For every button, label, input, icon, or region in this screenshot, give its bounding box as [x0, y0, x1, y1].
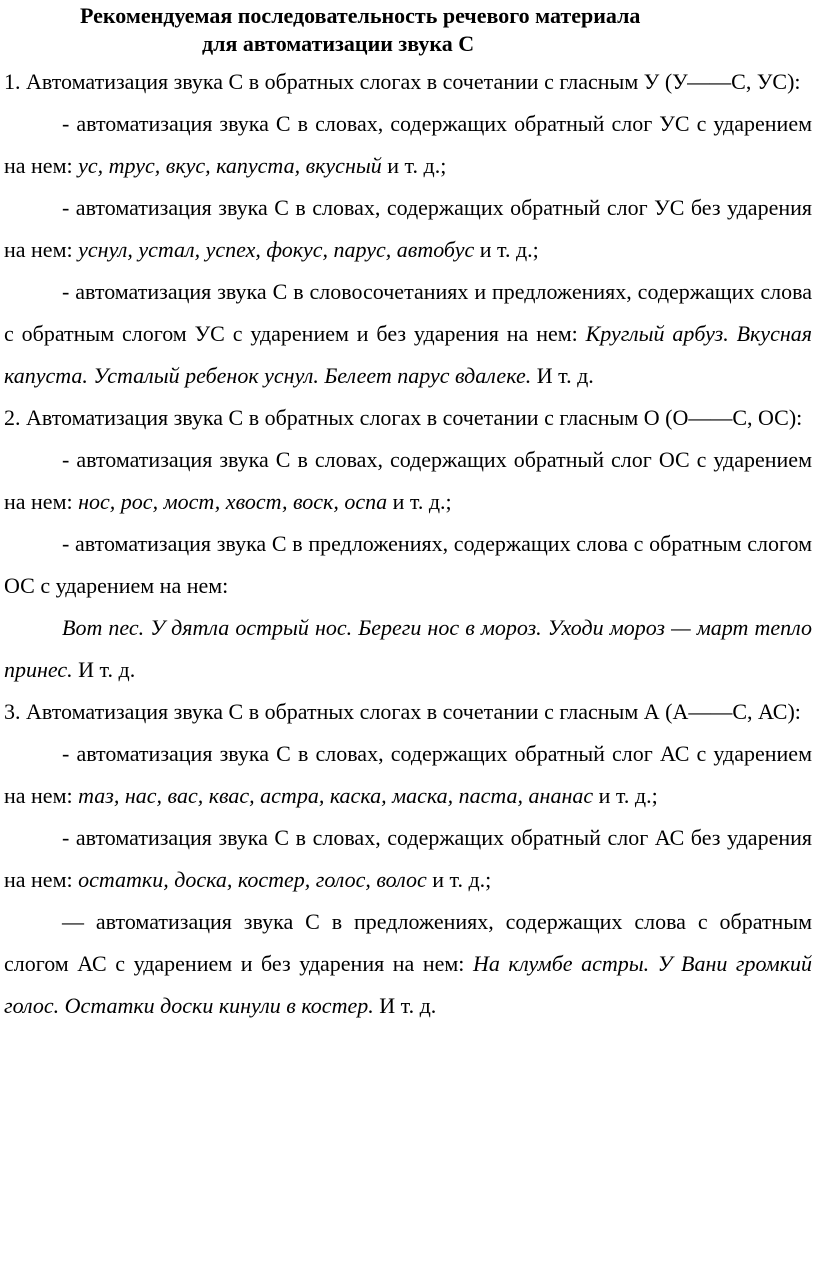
section-1-item-2 — [4, 187, 812, 271]
section-3-item-2 — [4, 817, 812, 901]
section-2-heading: 2. Автоматизация звука С в обратных слогах в сочетании с гласным О (О——С, ОС): — [4, 405, 803, 430]
item-tail: и т. д.; — [381, 153, 447, 178]
item-examples: Круглый арбуз. Вкусная капуста. Усталый ребенок уснул. Белеет парус вдалеке. — [4, 321, 812, 388]
section-1-item-1 — [4, 103, 812, 187]
section-2-item-1 — [4, 439, 812, 523]
item-examples: На клумбе астры. У Вани громкий голос. Остатки доски кинули в костер. — [4, 951, 812, 1018]
section-3-item-3 — [4, 901, 812, 1027]
document-title-line-1: Рекомендуемая последовательность речевого материала — [80, 3, 641, 28]
item-examples: уснул, устал, успех, фокус, парус, автобус — [78, 237, 475, 262]
item-examples: остатки, доска, костер, голос, волос — [78, 867, 427, 892]
item-lead: - автоматизация звука С в словах, содержащих обратный слог УС без ударения на нем: — [4, 195, 812, 262]
item-lead: - автоматизация звука С в словах, содержащих обратный слог АС с ударением на нем: — [4, 741, 812, 808]
item-tail: и т. д.; — [474, 237, 539, 262]
item-lead: - автоматизация звука С в словах, содержащих обратный слог УС с ударением на нем: — [4, 111, 812, 178]
item-lead: - автоматизация звука С в предложениях, содержащих слова с обратным слогом ОС с ударением на нем: — [4, 531, 812, 598]
document-title-line-2: для автоматизации звука С — [202, 31, 475, 56]
section-3-item-1 — [4, 733, 812, 817]
item-examples: ус, трус, вкус, капуста, вкусный — [78, 153, 382, 178]
item-lead: - автоматизация звука С в словах, содержащих обратный слог АС без ударения на нем: — [4, 825, 812, 892]
item-tail: и т. д.; — [593, 783, 658, 808]
section-3-heading: 3. Автоматизация звука С в обратных слогах в сочетании с гласным А (А——С, АС): — [4, 699, 801, 724]
item-examples: нос, рос, мост, хвост, воск, оспа — [78, 489, 388, 514]
item-tail: и т. д.; — [387, 489, 452, 514]
section-2-item-2 — [4, 523, 812, 607]
item-tail: И т. д. — [531, 363, 594, 388]
item-examples: таз, нас, вас, квас, астра, каска, маска, паста, ананас — [78, 783, 594, 808]
item-lead: - автоматизация звука С в словосочетаниях и предложениях, содержащих слова с обратным слогом УС с ударением и без ударения на нем: — [4, 279, 812, 346]
item-tail: И т. д. — [72, 657, 136, 682]
item-examples: Вот пес. У дятла острый нос. Береги нос в мороз. Уходи мороз — март тепло принес. — [4, 615, 812, 682]
section-2-item-3 — [4, 607, 812, 691]
item-lead: - автоматизация звука С в словах, содержащих обратный слог ОС с ударением на нем: — [4, 447, 812, 514]
item-tail: и т. д.; — [426, 867, 492, 892]
section-1-item-3 — [4, 271, 812, 397]
item-lead: — автоматизация звука С в предложениях, содержащих слова с обратным слогом АС с ударением и без ударения на нем: — [4, 909, 812, 976]
section-1-heading: 1. Автоматизация звука С в обратных слогах в сочетании с гласным У (У——С, УС): — [4, 69, 801, 94]
item-tail: И т. д. — [373, 993, 437, 1018]
